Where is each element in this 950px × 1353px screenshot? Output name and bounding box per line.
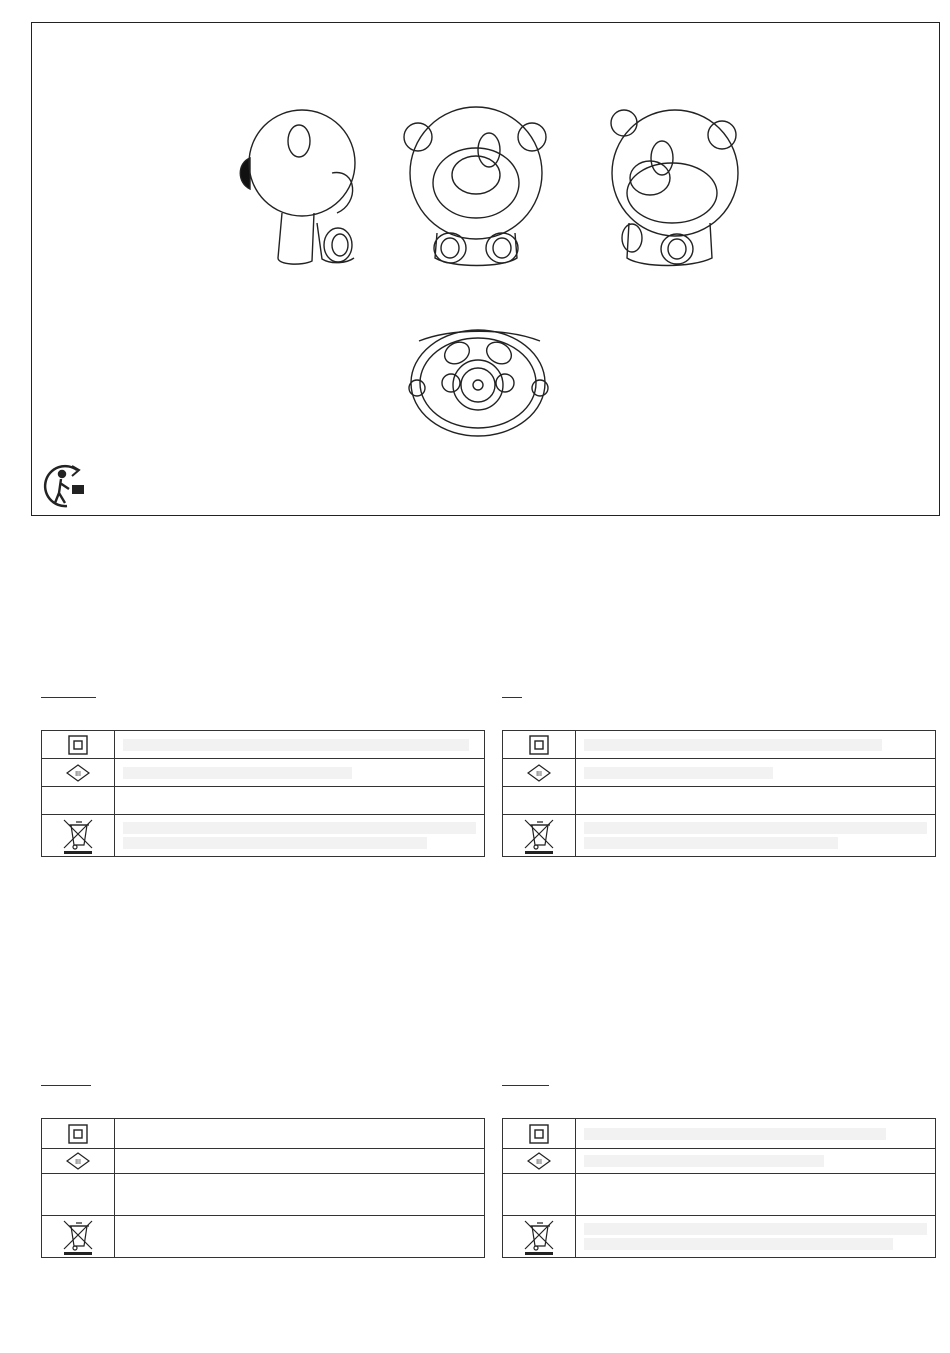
table-row (42, 1149, 485, 1174)
section-2-heading (502, 695, 522, 698)
class-iii-diamond-icon (503, 759, 576, 787)
table-row (42, 815, 485, 857)
table-row (503, 1216, 936, 1258)
weee-crossed-bin-icon (42, 1216, 115, 1258)
section-4-heading (502, 1083, 549, 1086)
side-view (240, 110, 355, 264)
product-illustration-frame (31, 22, 940, 516)
table-row (503, 759, 936, 787)
table-row (42, 787, 485, 815)
row-text (115, 1174, 485, 1216)
row-text (115, 1216, 485, 1258)
table-row (42, 1174, 485, 1216)
row-text (576, 1119, 936, 1149)
table-row (503, 787, 936, 815)
row-text (115, 731, 485, 759)
section-4-symbol-table (502, 1118, 936, 1258)
row-text (576, 759, 936, 787)
svg-text:III: III (75, 770, 81, 778)
empty-icon-cell (503, 1174, 576, 1216)
class-ii-double-insulation-icon (42, 1119, 115, 1149)
row-text (576, 1174, 936, 1216)
row-text (115, 1149, 485, 1174)
weee-crossed-bin-icon (503, 1216, 576, 1258)
bottom-view (409, 330, 548, 436)
table-row (503, 1119, 936, 1149)
table-row (503, 815, 936, 857)
class-iii-diamond-icon (42, 1149, 115, 1174)
section-1-symbol-table (41, 730, 485, 857)
row-text (576, 787, 936, 815)
row-text (576, 1149, 936, 1174)
class-iii-diamond-icon (42, 759, 115, 787)
table-row (42, 759, 485, 787)
class-ii-double-insulation-icon (503, 731, 576, 759)
class-iii-diamond-icon (503, 1149, 576, 1174)
table-row (503, 1174, 936, 1216)
table-row (503, 731, 936, 759)
weee-crossed-bin-icon (503, 815, 576, 857)
table-row (42, 1119, 485, 1149)
svg-text:III: III (536, 770, 542, 778)
bear-lamp-drawings (32, 23, 941, 517)
row-text (115, 759, 485, 787)
table-row (503, 1149, 936, 1174)
three-quarter-view (611, 110, 738, 266)
empty-icon-cell (503, 787, 576, 815)
svg-text:III: III (75, 1159, 81, 1166)
table-row (42, 731, 485, 759)
weee-crossed-bin-icon (42, 815, 115, 857)
row-text (576, 1216, 936, 1258)
section-1-heading (41, 695, 96, 698)
svg-text:III: III (536, 1159, 542, 1166)
triman-recycling-logo (45, 466, 84, 506)
class-ii-double-insulation-icon (42, 731, 115, 759)
front-view (404, 107, 546, 266)
row-text (115, 815, 485, 857)
section-3-symbol-table (41, 1118, 485, 1258)
section-3-heading (41, 1083, 91, 1086)
empty-icon-cell (42, 1174, 115, 1216)
table-row (42, 1216, 485, 1258)
class-ii-double-insulation-icon (503, 1119, 576, 1149)
row-text (115, 1119, 485, 1149)
row-text (576, 731, 936, 759)
section-2-symbol-table (502, 730, 936, 857)
row-text (576, 815, 936, 857)
row-text (115, 787, 485, 815)
empty-icon-cell (42, 787, 115, 815)
